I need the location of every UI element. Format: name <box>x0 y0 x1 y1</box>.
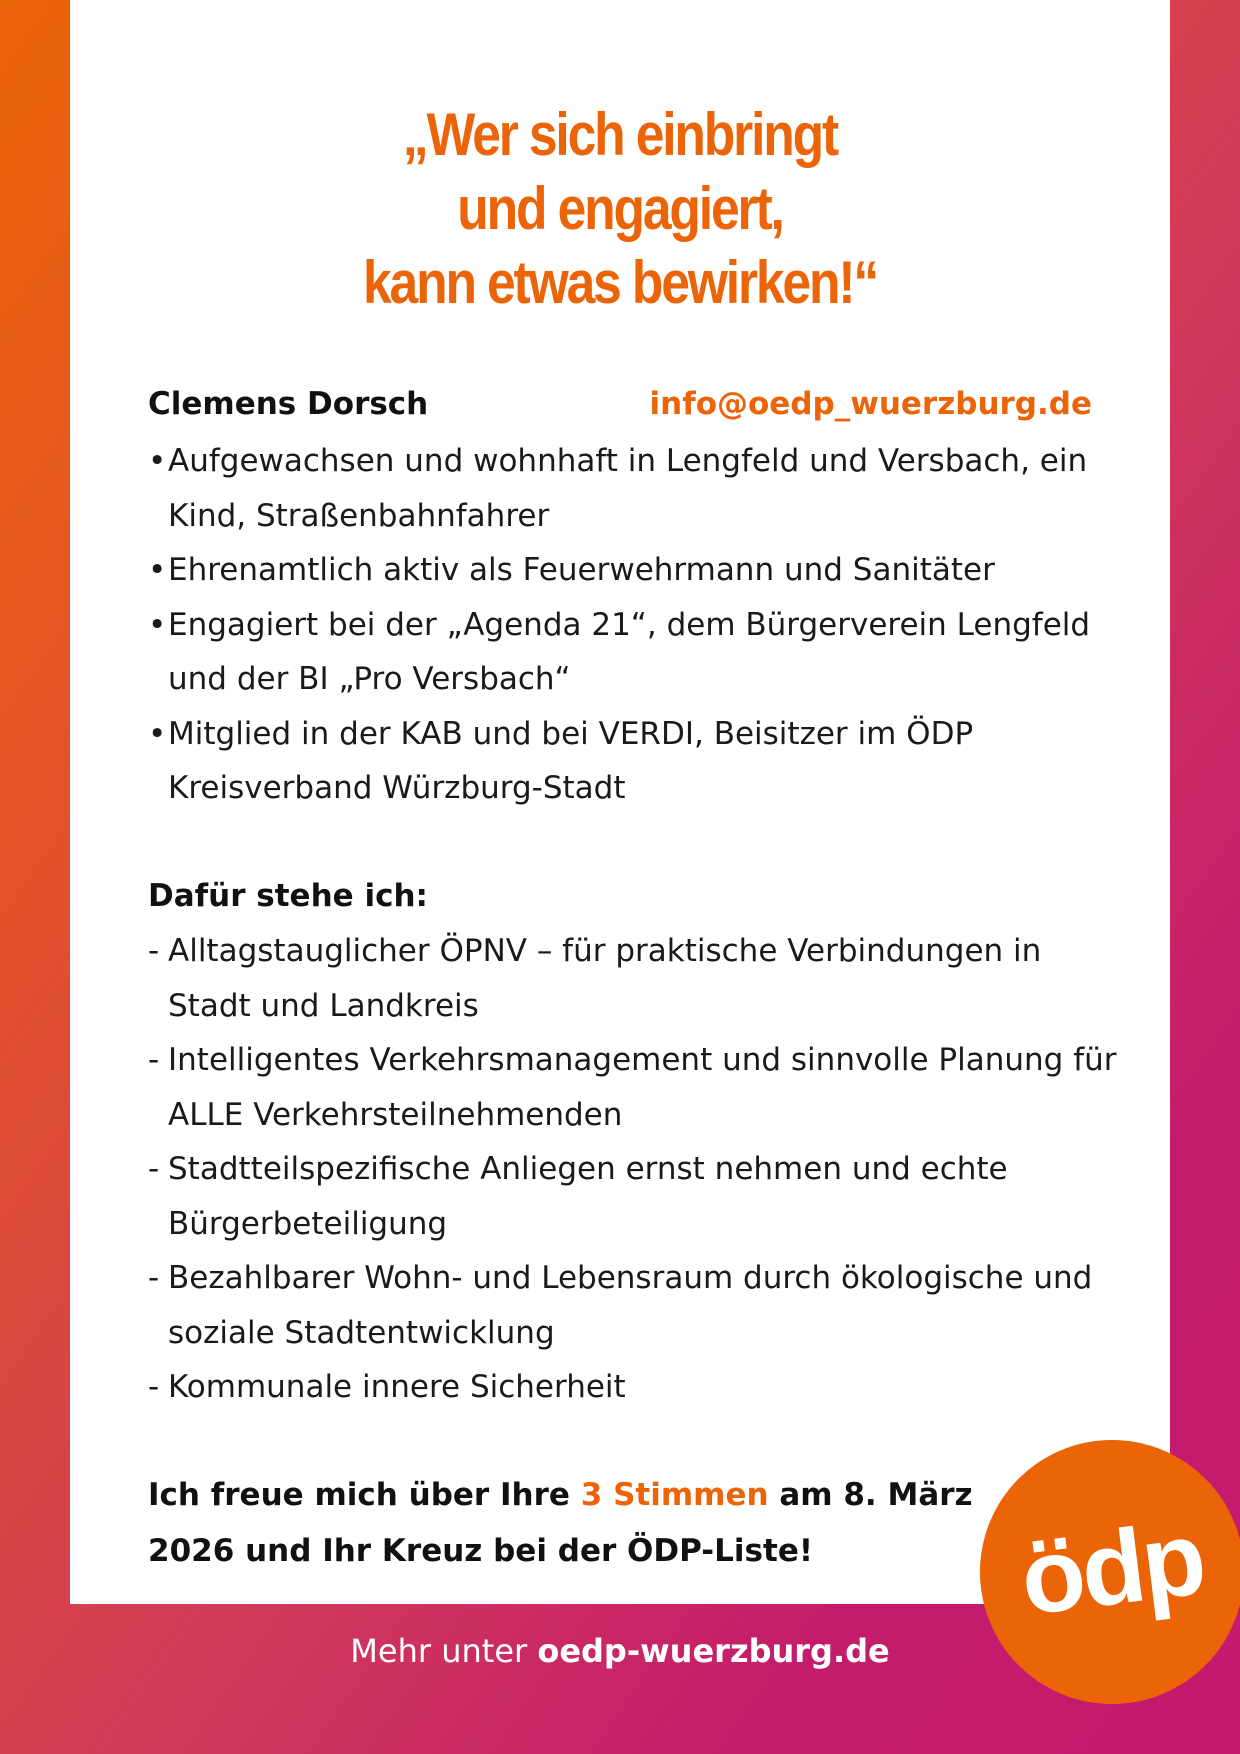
candidate-name: Clemens Dorsch <box>148 386 429 422</box>
headline-line-3: kann etwas bewirken!“ <box>362 249 878 316</box>
closing-text-2: am 8. März 2026 und Ihr Kreuz bei der ÖDP-Liste! <box>148 1477 973 1569</box>
headline-line-1: „Wer sich einbringt <box>402 101 838 168</box>
bio-item: • Aufgewachsen und wohnhaft in Lengfeld und Versbach, ein Kind, Straßenbahnfahrer <box>148 434 1128 543</box>
goal-item: - Intelligentes Verkehrsmanagement und sinnvolle Planung für ALLE Verkehrsteilnehmenden <box>148 1033 1128 1142</box>
goals-list <box>148 924 1128 1415</box>
headline-quote <box>147 98 1093 320</box>
bio-item: • Engagiert bei der „Agenda 21“, dem Bürgerverein Lengfeld und der BI „Pro Versbach“ <box>148 598 1128 707</box>
bio-item: • Mitglied in der KAB und bei VERDI, Beisitzer im ÖDP Kreisverband Würzburg-Stadt <box>148 707 1128 816</box>
footer-prefix: Mehr unter <box>350 1632 538 1670</box>
closing-text-1: Ich freue mich über Ihre <box>148 1477 581 1513</box>
oedp-logo <box>980 1440 1240 1704</box>
closing-highlight: 3 Stimmen <box>580 1477 769 1513</box>
email-link[interactable]: info@oedp_wuerzburg.de <box>649 386 1092 422</box>
bio-list <box>148 434 1128 816</box>
flyer-card <box>70 0 1170 1604</box>
goal-item: - Bezahlbarer Wohn- und Lebensraum durch ökologische und soziale Stadtentwicklung <box>148 1251 1128 1360</box>
goal-item: - Stadtteilspezifische Anliegen ernst nehmen und echte Bürgerbeteiligung <box>148 1142 1128 1251</box>
oedp-logo-text: ödp <box>1014 1500 1210 1638</box>
closing-statement <box>148 1467 1008 1579</box>
headline-line-2: und engagiert, <box>457 175 783 242</box>
goal-item: - Alltagstauglicher ÖPNV – für praktische Verbindungen in Stadt und Landkreis <box>148 924 1128 1033</box>
goal-item: - Kommunale innere Sicherheit <box>148 1360 1128 1415</box>
goals-heading: Dafür stehe ich: <box>148 878 428 914</box>
bio-item: • Ehrenamtlich aktiv als Feuerwehrmann und Sanitäter <box>148 543 1128 598</box>
footer-website-link[interactable]: oedp-wuerzburg.de <box>537 1632 890 1670</box>
